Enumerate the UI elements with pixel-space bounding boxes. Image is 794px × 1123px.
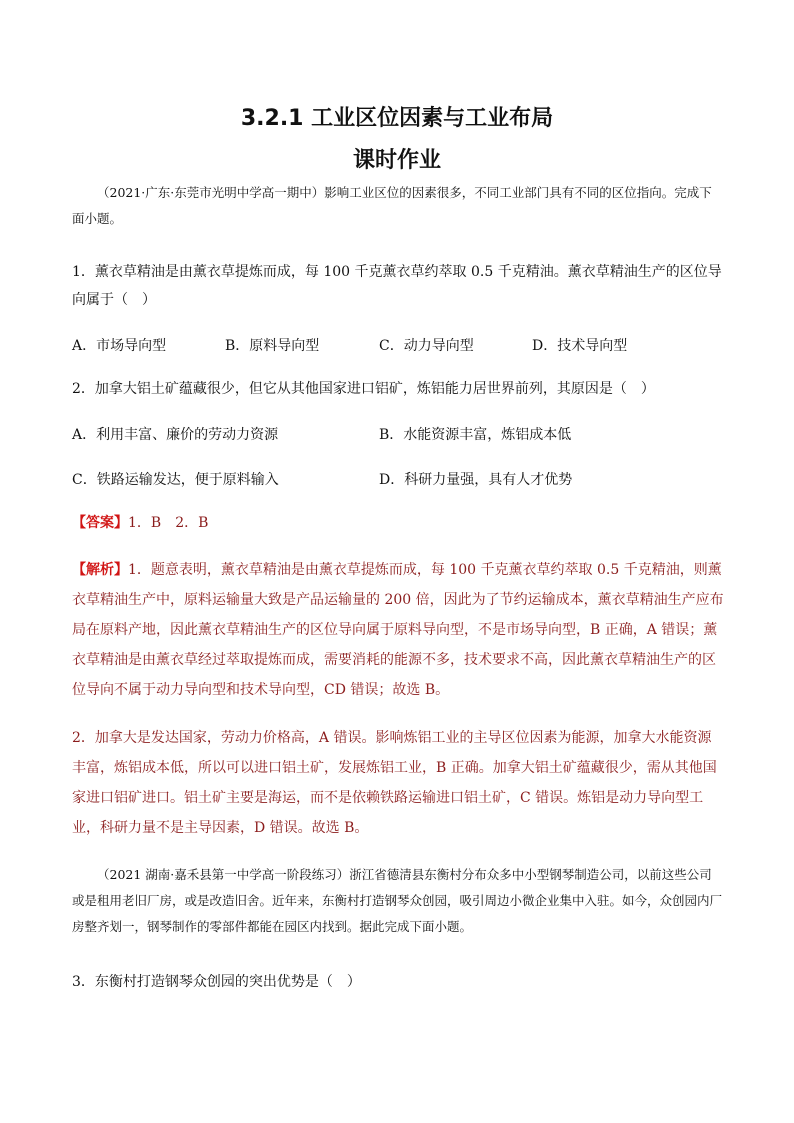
intro-paragraph-2: （2021 湖南·嘉禾县第一中学高一阶段练习）浙江省德清县东衡村分布众多中小型钢琴制造公司，以前这些公司或是租用老旧厂房，或是改造旧舍。近年来，东衡村打造钢琴众创园，吸引周边小微企业集中入驻。如今，众创园内厂房整齐划一，钢琴制作的零部件都能在园区内找到。据此完成下面小题。 — [72, 867, 723, 934]
analysis-tag: 【解析】 — [72, 562, 128, 578]
analysis-paragraph-1 — [72, 555, 724, 705]
option-b: B．水能资源丰富，炼铝成本低 — [379, 427, 572, 443]
answer-line — [72, 508, 724, 538]
option-c: C．铁路运输发达，便于原料输入 — [72, 472, 279, 488]
option-a: A．市场导向型 — [72, 338, 167, 354]
question-3-stem: 3．东衡村打造钢琴众创园的突出优势是（ ） — [72, 974, 361, 990]
analysis-paragraph-2: 2．加拿大是发达国家，劳动力价格高，A 错误。影响炼铝工业的主导区位因素为能源，加拿大水能资源丰富，炼铝成本低，所以可以进口铝土矿，发展炼铝工业，B 正确。加拿大铝土矿蕴藏很少，需从其他国家进口铝矿进口。铝土矿主要是海运，而不是依赖铁路运输进口铝土矿，C 错误。炼铝是动力导向型工业，科研力量不是主导因素，D 错误。故选 B。 — [72, 730, 717, 836]
option-b: B．原料导向型 — [225, 338, 320, 354]
question-1-stem: 1．薰衣草精油是由薰衣草提炼而成，每 100 千克薰衣草约萃取 0.5 千克精油。薰衣草精油生产的区位导向属于（ ） — [72, 264, 722, 308]
question-2-options-row-2 — [72, 469, 724, 491]
question-2-stem: 2．加拿大铝土矿蕴藏很少，但它从其他国家进口铝矿，炼铝能力居世界前列，其原因是（ ） — [72, 381, 655, 397]
answer-text: 1．B 2．B — [128, 515, 209, 531]
option-d: D．技术导向型 — [532, 338, 628, 354]
option-c: C．动力导向型 — [379, 338, 474, 354]
option-a: A．利用丰富、廉价的劳动力资源 — [72, 427, 279, 443]
intro-paragraph-1: （2021·广东·东莞市光明中学高一期中）影响工业区位的因素很多，不同工业部门具有不同的区位指向。完成下面小题。 — [72, 185, 712, 226]
option-d: D．科研力量强，具有人才优势 — [379, 472, 573, 488]
answer-tag: 【答案】 — [72, 515, 128, 531]
analysis-text-1: 1．题意表明，薰衣草精油是由薰衣草提炼而成，每 100 千克薰衣草约萃取 0.5 千克精油，则薰衣草精油生产中，原料运输量大致是产品运输量的 200 倍，因此为了节约运输成本，薰衣草精油生产应布局在原料产地，因此薰衣草精油生产的区位导向属于原料导向型，不是市场导向型，B 正确，A 错误；薰衣草精油是由薰衣草经过萃取提炼而成，需要消耗的能源不多，技术要求不高，因此薰衣草精油生产的区位导向不属于动力导向型和技术导向型，CD 错误；故选 B。 — [72, 562, 724, 698]
page-title: 3.2.1 工业区位因素与工业布局 — [240, 106, 554, 131]
page-subtitle: 课时作业 — [352, 148, 441, 173]
question-1-options — [72, 335, 724, 357]
question-2-options-row-1 — [72, 424, 724, 446]
